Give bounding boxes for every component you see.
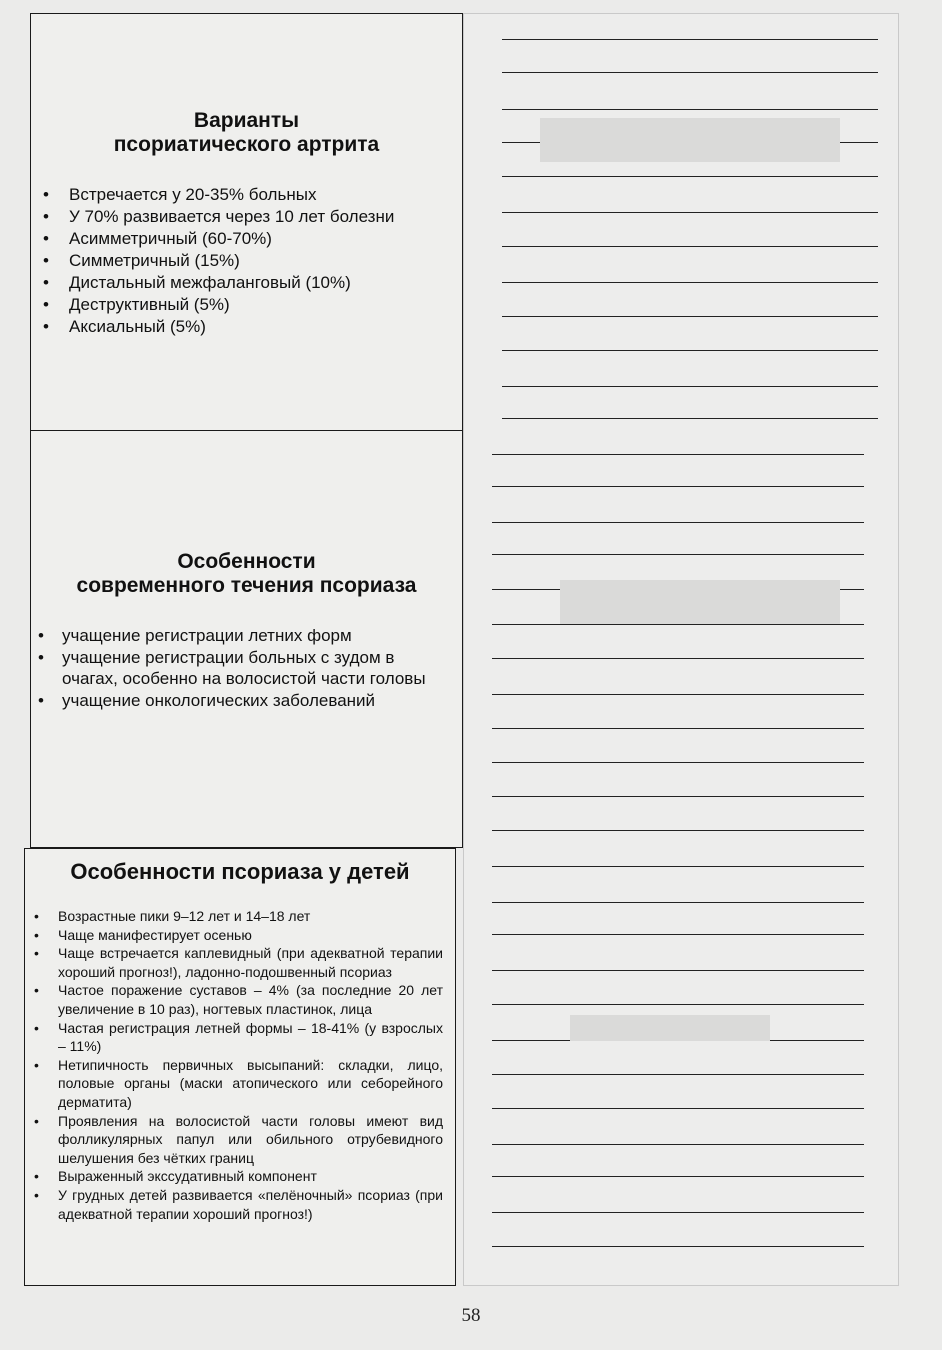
ruled-line (492, 866, 864, 867)
list-item: • У грудных детей развивается «пелёночный» псориаз (при адекватной терапии хороший прогноз!) (58, 1186, 443, 1223)
ruled-line (492, 554, 864, 555)
ruled-line (502, 72, 878, 73)
ruled-line (492, 970, 864, 971)
course-title-line2: современного течения псориаза (76, 574, 417, 598)
list-item: • Частое поражение суставов – 4% (за последние 20 лет увеличение в 10 раз), ногтевых пластинок, лица (58, 981, 443, 1018)
list-item: • Деструктивный (5%) (69, 294, 394, 316)
list-item: • У 70% развивается через 10 лет болезни (69, 206, 394, 228)
ruled-line (492, 454, 864, 455)
ruled-line (492, 1108, 864, 1109)
children-list (58, 907, 443, 1223)
list-item: • учащение регистрации летних форм (62, 625, 448, 647)
ruled-line (492, 1144, 864, 1145)
children-psoriasis-card (24, 848, 456, 1286)
ruled-line (492, 796, 864, 797)
ruled-line (492, 830, 864, 831)
ruled-line (502, 350, 878, 351)
ruled-line (502, 246, 878, 247)
ruled-line (492, 522, 864, 523)
list-item: • Возрастные пики 9–12 лет и 14–18 лет (58, 907, 443, 926)
ruled-line (492, 1212, 864, 1213)
list-item: • Встречается у 20-35% больных (69, 184, 394, 206)
ruled-line (492, 934, 864, 935)
arthritis-list (69, 184, 394, 338)
ruled-line (492, 762, 864, 763)
list-item: • Дистальный межфаланговый (10%) (69, 272, 394, 294)
arthritis-title-line1: Варианты (193, 109, 300, 132)
list-item: • Аксиальный (5%) (69, 316, 394, 338)
list-item: • Асимметричный (60-70%) (69, 228, 394, 250)
ruled-line (502, 386, 878, 387)
list-item: • Нетипичность первичных высыпаний: складки, лицо, половые органы (маски атопического или себорейного дерматита) (58, 1056, 443, 1112)
list-item: • Чаще встречается каплевидный (при адекватной терапии хороший прогноз!), ладонно-подошвенный псориаз (58, 944, 443, 981)
ruled-line (502, 109, 878, 110)
notes-ruled-area (463, 13, 899, 1286)
ruled-line (492, 902, 864, 903)
course-title-line1: Особенности (177, 550, 316, 573)
ruled-line (492, 728, 864, 729)
arthritis-title-line2: псориатического артрита (113, 133, 380, 157)
ruled-line (502, 418, 878, 419)
ruled-line (492, 1040, 864, 1041)
ruled-line (492, 1246, 864, 1247)
arthritis-title (31, 109, 462, 157)
ruled-line (502, 176, 878, 177)
list-item: • Частая регистрация летней формы – 18-41% (у взрослых – 11%) (58, 1019, 443, 1056)
ruled-line (502, 39, 878, 40)
ruled-line (492, 1176, 864, 1177)
list-item: • Симметричный (15%) (69, 250, 394, 272)
course-features-card (30, 430, 463, 848)
ruled-line (492, 624, 864, 625)
list-item: • Чаще манифестирует осенью (58, 926, 443, 945)
list-item: • учащение регистрации больных с зудом в очагах, особенно на волосистой части головы (62, 647, 448, 690)
ruled-line (502, 282, 878, 283)
ruled-line (492, 589, 864, 590)
ruled-line (492, 1074, 864, 1075)
ruled-line (502, 142, 878, 143)
course-list (62, 625, 448, 711)
list-item: • Выраженный экссудативный компонент (58, 1167, 443, 1186)
ruled-line (492, 1004, 864, 1005)
list-item: • Проявления на волосистой части головы имеют вид фолликулярных папул или обильного отрубевидного шелушения без чётких границ (58, 1112, 443, 1168)
ruled-line (502, 316, 878, 317)
course-title (31, 550, 462, 598)
arthritis-variants-card (30, 13, 463, 431)
ruled-line (492, 694, 864, 695)
children-title: Особенности псориаза у детей (70, 859, 410, 884)
page-number: 58 (461, 1305, 481, 1326)
ruled-line (502, 212, 878, 213)
ruled-line (492, 658, 864, 659)
list-item: • учащение онкологических заболеваний (62, 690, 448, 712)
ruled-line (492, 486, 864, 487)
